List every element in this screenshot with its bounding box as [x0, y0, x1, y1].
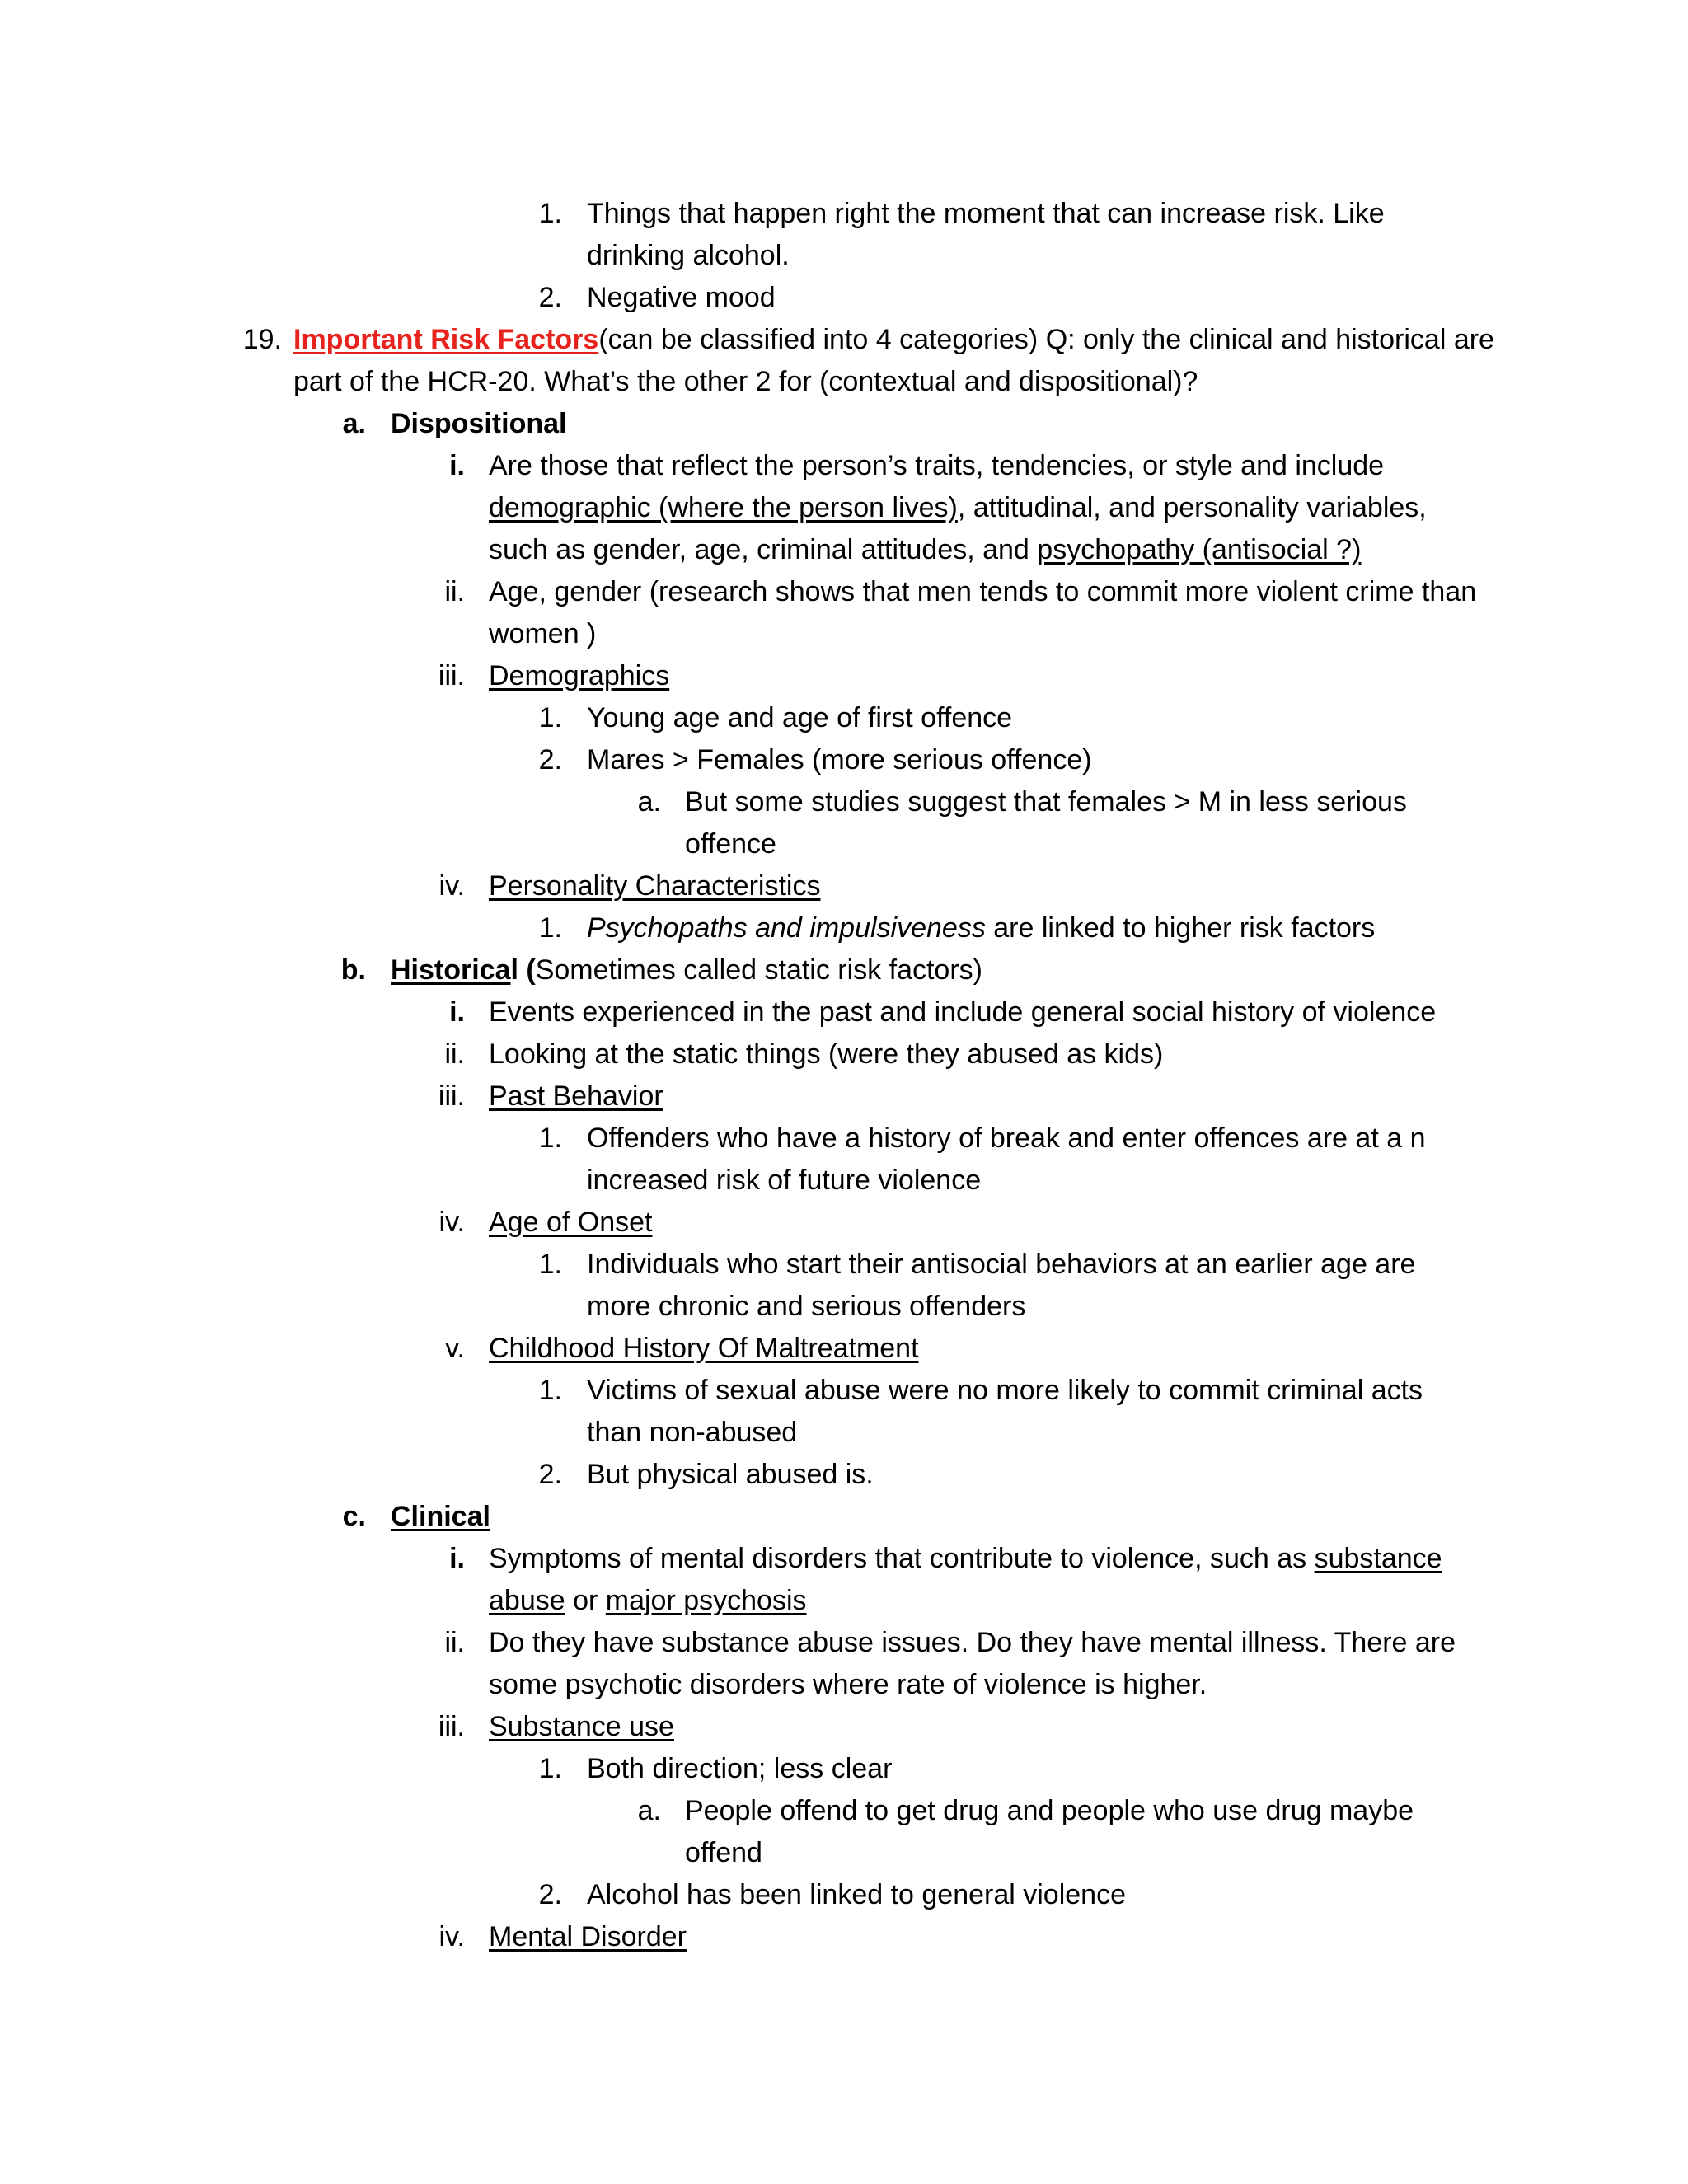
list-marker: i.: [449, 996, 465, 1028]
list-text: Individuals who start their antisocial behaviors at an earlier age are: [587, 1249, 1416, 1280]
list-marker: iv.: [438, 870, 465, 902]
list-marker: iii.: [438, 1080, 465, 1112]
list-marker: 1.: [538, 1249, 562, 1280]
list-item: [0, 1202, 1688, 1244]
list-text: more chronic and serious offenders: [587, 1291, 1026, 1322]
subsection-heading: Dispositional: [391, 408, 567, 439]
list-item: [0, 1286, 1688, 1328]
list-item: [0, 949, 1688, 991]
list-item: [0, 361, 1688, 403]
list-item: [0, 907, 1688, 949]
list-marker: i.: [449, 1543, 465, 1574]
list-text: People offend to get drug and people who use drug maybe: [685, 1795, 1414, 1826]
list-marker: 2.: [538, 1459, 562, 1490]
list-text: Symptoms of mental disorders that contribute to violence, such as substance: [489, 1543, 1442, 1574]
list-item: [0, 487, 1688, 529]
list-item: [0, 445, 1688, 487]
list-item: [0, 1118, 1688, 1160]
list-marker: iii.: [438, 660, 465, 691]
list-text: part of the HCR-20. What’s the other 2 for (contextual and dispositional)?: [293, 366, 1198, 397]
list-marker: 2.: [538, 744, 562, 776]
list-marker: 2.: [538, 282, 562, 313]
list-text: Age of Onset: [489, 1207, 653, 1238]
list-item: [0, 1790, 1688, 1832]
list-item: [0, 1076, 1688, 1118]
subsection-heading: Historical (Sometimes called static risk factors): [391, 954, 982, 986]
list-item: [0, 1496, 1688, 1538]
list-marker: 1.: [538, 702, 562, 733]
list-item: [0, 571, 1688, 613]
list-text: Past Behavior: [489, 1080, 663, 1112]
list-marker: iv.: [438, 1207, 465, 1238]
list-text: women ): [489, 618, 597, 649]
list-marker: i.: [449, 450, 465, 481]
list-text: Psychopaths and impulsiveness are linked to higher risk factors: [587, 912, 1376, 944]
list-text: Young age and age of first offence: [587, 702, 1013, 733]
list-text: Age, gender (research shows that men tends to commit more violent crime than: [489, 576, 1477, 607]
list-item: [0, 781, 1688, 823]
list-text: Alcohol has been linked to general violence: [587, 1879, 1127, 1910]
list-item: [0, 1244, 1688, 1286]
list-item: [0, 823, 1688, 865]
list-text: offend: [685, 1837, 762, 1868]
list-text: offence: [685, 828, 776, 860]
list-text: increased risk of future violence: [587, 1165, 982, 1196]
list-text: Things that happen right the moment that can increase risk. Like: [587, 198, 1385, 229]
list-text: Events experienced in the past and include general social history of violence: [489, 996, 1437, 1028]
list-item: [0, 1916, 1688, 1958]
list-marker: b.: [340, 954, 366, 986]
list-item: [0, 1580, 1688, 1622]
list-item: [0, 865, 1688, 907]
list-item: [0, 1454, 1688, 1496]
list-text: some psychotic disorders where rate of violence is higher.: [489, 1669, 1207, 1700]
list-text: Do they have substance abuse issues. Do they have mental illness. There are: [489, 1627, 1456, 1658]
list-text: Negative mood: [587, 282, 776, 313]
list-item: [0, 1538, 1688, 1580]
list-text: drinking alcohol.: [587, 240, 790, 271]
list-item: [0, 277, 1688, 319]
list-marker: ii.: [444, 1627, 465, 1658]
list-item: [0, 655, 1688, 697]
list-item: [0, 1874, 1688, 1916]
list-marker: a.: [342, 408, 366, 439]
list-marker: a.: [637, 786, 661, 818]
list-marker: iii.: [438, 1711, 465, 1742]
list-text: Victims of sexual abuse were no more likely to commit criminal acts: [587, 1375, 1423, 1406]
list-marker: 1.: [538, 1753, 562, 1784]
list-text: Demographics: [489, 660, 670, 691]
list-item: [0, 193, 1688, 235]
list-text: such as gender, age, criminal attitudes, and psychopathy (antisocial ?): [489, 534, 1362, 565]
list-text: Both direction; less clear: [587, 1753, 893, 1784]
list-item: [0, 235, 1688, 277]
list-marker: 1.: [538, 912, 562, 944]
list-text: Mares > Females (more serious offence): [587, 744, 1092, 776]
section-heading: Important Risk Factors: [293, 324, 599, 355]
list-marker: ii.: [444, 576, 465, 607]
list-item: [0, 1706, 1688, 1748]
list-text: But some studies suggest that females > M in less serious: [685, 786, 1407, 818]
list-text: Childhood History Of Maltreatment: [489, 1333, 919, 1364]
list-item: [0, 403, 1688, 445]
list-text: Mental Disorder: [489, 1921, 687, 1952]
list-marker: 1.: [538, 198, 562, 229]
list-item: [0, 1832, 1688, 1874]
list-text: But physical abused is.: [587, 1459, 874, 1490]
list-item: [0, 529, 1688, 571]
list-item: [0, 1370, 1688, 1412]
list-item: [0, 697, 1688, 739]
list-item: [0, 613, 1688, 655]
list-text: Important Risk Factors(can be classified into 4 categories) Q: only the clinical and historical are: [293, 324, 1494, 355]
list-text: Looking at the static things (were they abused as kids): [489, 1038, 1164, 1070]
list-marker: a.: [637, 1795, 661, 1826]
list-text: than non-abused: [587, 1417, 798, 1448]
list-item: [0, 991, 1688, 1033]
list-marker: c.: [342, 1501, 366, 1532]
list-marker: 2.: [538, 1879, 562, 1910]
list-text: Personality Characteristics: [489, 870, 821, 902]
list-item: [0, 1033, 1688, 1076]
list-item: [0, 1328, 1688, 1370]
list-item: [0, 319, 1688, 361]
list-marker: 19.: [242, 324, 282, 355]
list-item: [0, 1622, 1688, 1664]
list-text: Offenders who have a history of break and enter offences are at a n: [587, 1122, 1426, 1154]
list-item: [0, 1748, 1688, 1790]
list-item: [0, 1412, 1688, 1454]
list-marker: ii.: [444, 1038, 465, 1070]
list-item: [0, 1664, 1688, 1706]
list-item: [0, 739, 1688, 781]
list-marker: iv.: [438, 1921, 465, 1952]
list-marker: 1.: [538, 1375, 562, 1406]
list-marker: 1.: [538, 1122, 562, 1154]
list-text: abuse or major psychosis: [489, 1585, 807, 1616]
list-item: [0, 1160, 1688, 1202]
subsection-heading: Clinical: [391, 1501, 490, 1532]
list-text: demographic (where the person lives), attitudinal, and personality variables,: [489, 492, 1427, 523]
list-text: Substance use: [489, 1711, 674, 1742]
list-text: Are those that reflect the person’s traits, tendencies, or style and include: [489, 450, 1385, 481]
list-marker: v.: [445, 1333, 465, 1364]
